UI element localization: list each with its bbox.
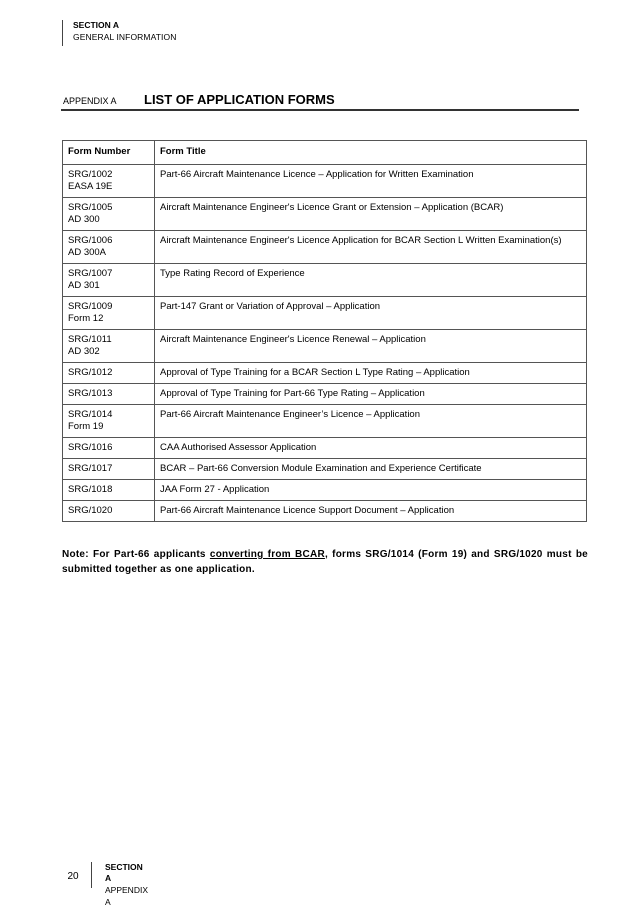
form-title-cell: Aircraft Maintenance Engineer's Licence Renewal – Application (155, 330, 587, 363)
form-title-cell: Part-147 Grant or Variation of Approval – Application (155, 297, 587, 330)
form-number: SRG/1017 (68, 463, 113, 474)
header-section: SECTION A (73, 20, 119, 30)
table-row (63, 165, 587, 198)
form-number: SRG/1012 (68, 367, 113, 378)
table-row (63, 405, 587, 438)
table-header-row (63, 141, 587, 165)
form-title-cell: CAA Authorised Assessor Application (155, 438, 587, 459)
table-row (63, 264, 587, 297)
form-number-cell (63, 363, 155, 384)
form-number: SRG/1011 (68, 334, 112, 345)
header-subtitle: GENERAL INFORMATION (73, 32, 177, 42)
table-row (63, 501, 587, 522)
form-number-cell (63, 480, 155, 501)
form-number: SRG/1014 (68, 409, 113, 420)
form-number: SRG/1006 (68, 235, 113, 246)
form-number: Form 19 (68, 421, 104, 432)
form-number-cell (63, 405, 155, 438)
footer-section: SECTION A (105, 862, 143, 883)
form-number-cell (63, 459, 155, 480)
note-paragraph (62, 547, 588, 577)
form-number-cell (63, 438, 155, 459)
form-number-cell (63, 198, 155, 231)
form-title-cell: Part-66 Aircraft Maintenance Engineer’s Licence – Application (155, 405, 587, 438)
table-row (63, 363, 587, 384)
form-title-cell: Aircraft Maintenance Engineer's Licence Application for BCAR Section L Written Examination(s) (155, 231, 587, 264)
column-header-form-title: Form Title (155, 141, 587, 165)
table-row (63, 198, 587, 231)
form-title-cell: Approval of Type Training for Part-66 Type Rating – Application (155, 384, 587, 405)
table-row (63, 480, 587, 501)
form-title-cell: JAA Form 27 - Application (155, 480, 587, 501)
form-number-cell (63, 264, 155, 297)
form-title-cell: Aircraft Maintenance Engineer's Licence Grant or Extension – Application (BCAR) (155, 198, 587, 231)
note-text: Note: For Part-66 applicants (62, 549, 210, 560)
form-number-cell (63, 231, 155, 264)
note-text-end: , forms SRG/1014 (Form 19) and SRG/1020 must be submitted together as one application. (62, 549, 588, 575)
appendix-heading (61, 91, 579, 111)
form-number-cell (63, 165, 155, 198)
form-number: AD 301 (68, 280, 100, 291)
form-number: SRG/1020 (68, 505, 113, 516)
table-row (63, 384, 587, 405)
form-title-cell: Part-66 Aircraft Maintenance Licence – Application for Written Examination (155, 165, 587, 198)
form-number: SRG/1005 (68, 202, 113, 213)
form-number-cell (63, 330, 155, 363)
form-title-cell: BCAR – Part-66 Conversion Module Examination and Experience Certificate (155, 459, 587, 480)
page-number: 20 (67, 871, 79, 882)
table-row (63, 297, 587, 330)
footer-label (91, 862, 148, 907)
form-title-cell: Approval of Type Training for a BCAR Section L Type Rating – Application (155, 363, 587, 384)
form-title-cell: Part-66 Aircraft Maintenance Licence Support Document – Application (155, 501, 587, 522)
note-emphasis: converting from BCAR (209, 549, 325, 560)
appendix-label: APPENDIX A (63, 96, 117, 106)
form-number: SRG/1009 (68, 301, 113, 312)
form-number-cell (63, 501, 155, 522)
footer-subtitle: APPENDIX A (105, 885, 148, 907)
form-number: SRG/1016 (68, 442, 113, 453)
form-number: SRG/1007 (68, 268, 113, 279)
form-number: AD 300A (68, 247, 107, 258)
form-number: AD 300 (68, 214, 100, 225)
table-row (63, 231, 587, 264)
form-number: EASA 19E (68, 181, 113, 192)
form-number: SRG/1013 (68, 388, 113, 399)
table-row (63, 438, 587, 459)
form-number: SRG/1002 (68, 169, 113, 180)
form-number: SRG/1018 (68, 484, 113, 495)
form-number-cell (63, 297, 155, 330)
column-header-form-number: Form Number (63, 141, 155, 165)
form-number: Form 12 (68, 313, 104, 324)
table-row (63, 459, 587, 480)
form-title-cell: Type Rating Record of Experience (155, 264, 587, 297)
forms-table (62, 140, 587, 522)
page-title: LIST OF APPLICATION FORMS (144, 92, 335, 107)
form-number-cell (63, 384, 155, 405)
table-row (63, 330, 587, 363)
page-header (62, 20, 176, 46)
form-number: AD 302 (68, 346, 100, 357)
